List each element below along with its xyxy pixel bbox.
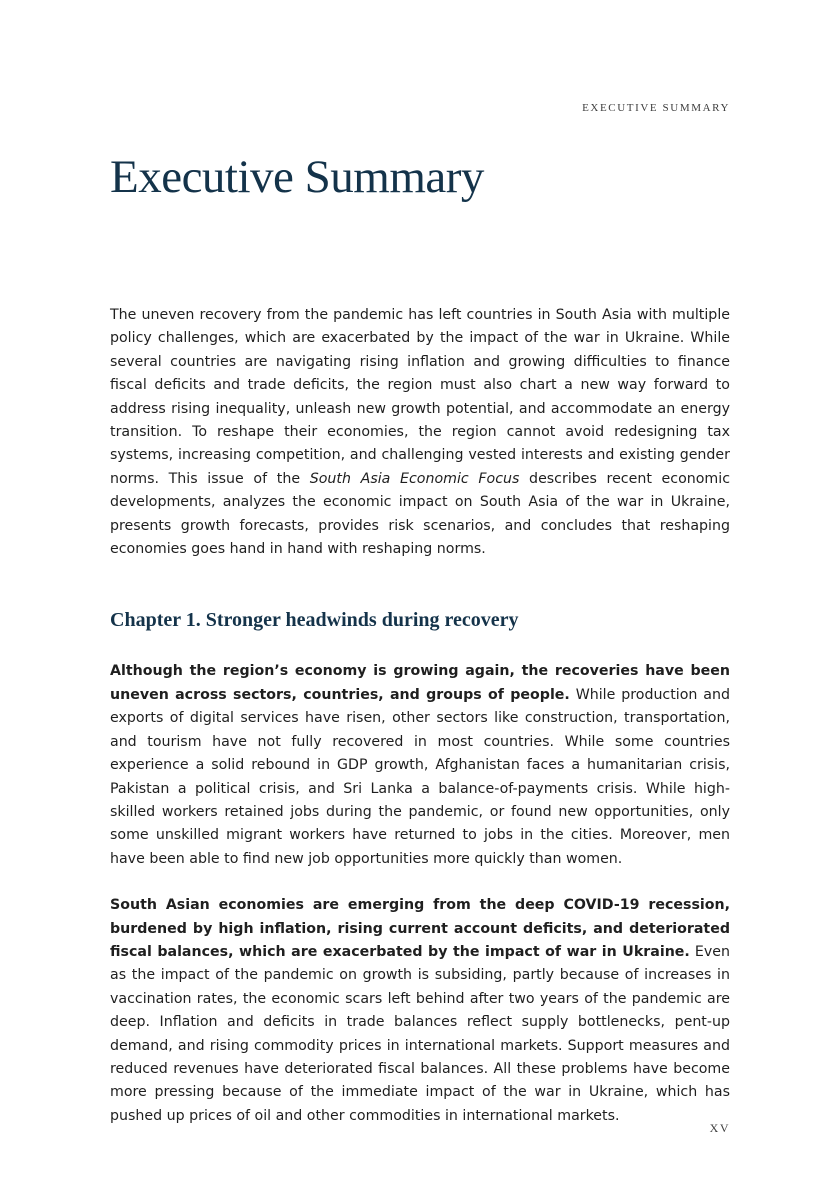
paragraph-1-body: While production and exports of digital services have risen, other sectors like construction, transportation, and tourism have not fully recovered in most countries. While some countries experience a solid rebound in GDP growth, Afghanistan faces a humanitarian crisis, Pakistan a political crisis, and Sri Lanka a balance-of-payments crisis. While high-skilled workers retained jobs during the pandemic, or found new opportunities, only some unskilled migrant workers have returned to jobs in the cities. Moreover, men have been able to find new job opportunities more quickly than women. xyxy=(110,686,730,867)
intro-paragraph xyxy=(110,304,730,561)
paragraph-2-body: Even as the impact of the pandemic on growth is subsiding, partly because of increases in vaccination rates, the economic scars left behind after two years of the pandemic are deep. Inflation and deficits in trade balances reflect supply bottlenecks, pent-up demand, and rising commodity prices in international markets. Support measures and reduced revenues have deteriorated fiscal balances. All these problems have become more pressing because of the immediate impact of the war in Ukraine, which has pushed up prices of oil and other commodities in international markets. xyxy=(110,943,730,1124)
main-content xyxy=(110,304,730,1128)
chapter-heading: Chapter 1. Stronger headwinds during recovery xyxy=(110,609,519,632)
chapter-paragraph-1 xyxy=(110,660,730,871)
paragraph-spacer xyxy=(110,871,730,894)
chapter-paragraph-2 xyxy=(110,894,730,1128)
intro-text-part-1: The uneven recovery from the pandemic has left countries in South Asia with multiple policy challenges, which are exacerbated by the impact of the war in Ukraine. While several countries are navigating rising inflation and growing difficulties to finance fiscal deficits and trade deficits, the region must also chart a new way forward to address rising inequality, unleash new growth potential, and accommodate an energy transition. To reshape their economies, the region cannot avoid redesigning tax systems, increasing competition, and challenging vested interests and existing gender norms. This issue of the xyxy=(110,307,730,487)
paragraph-2-lead: South Asian economies are emerging from the deep COVID-19 recession, burdened by high inflation, rising current account deficits, and deteriorated fiscal balances, which are exacerbated by the impact of war in Ukraine. xyxy=(110,897,730,960)
intro-text-part-2: describes recent economic developments, analyzes the economic impact on South Asia of the war in Ukraine, presents growth forecasts, provides risk scenarios, and concludes that reshaping economies goes hand in hand with reshaping norms. xyxy=(110,470,730,558)
publication-title: South Asia Economic Focus xyxy=(309,470,520,487)
running-header: EXECUTIVE SUMMARY xyxy=(582,102,730,114)
paragraph-1-lead: Although the region’s economy is growing again, the recoveries have been uneven across sectors, countries, and groups of people. xyxy=(110,663,730,703)
page-number: XV xyxy=(709,1121,730,1135)
page-title: Executive Summary xyxy=(110,151,484,203)
